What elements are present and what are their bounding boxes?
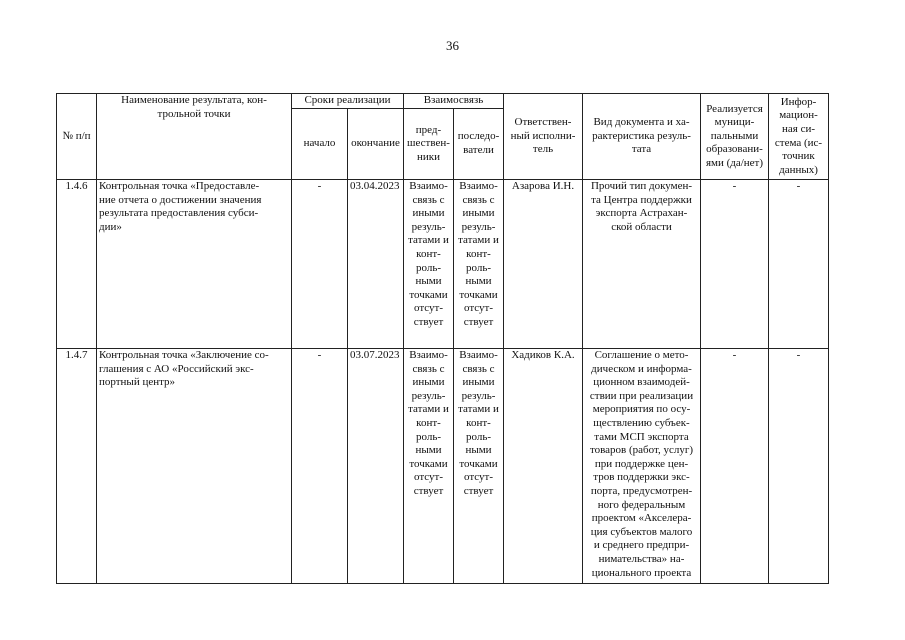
row-followers: Взаимо- связь с иными резуль- татами и конт- роль- ными точками отсут- ствует [454, 349, 504, 584]
header-name: Наименование результата, кон- трольной точки [97, 94, 292, 180]
row-info-system: - [769, 349, 829, 584]
row-name: Контрольная точка «Предоставле- ние отчета о достижении значения результата предоставления субси- дии» [97, 180, 292, 349]
row-municipal: - [701, 180, 769, 349]
row-predecessors: Взаимо- связь с иными резуль- татами и конт- роль- ными точками отсут- ствует [404, 180, 454, 349]
row-num: 1.4.6 [57, 180, 97, 349]
row-responsible: Азарова И.Н. [504, 180, 583, 349]
results-table [56, 93, 829, 584]
table-row [57, 180, 829, 349]
row-end: 03.07.2023 [348, 349, 404, 584]
row-doc-type: Соглашение о мето- дическом и информа- ционном взаимодей- ствии при реализации мероприятия по осу- ществлению субъек- тами МСП экспорта товаров (работ, услуг) при поддержке цен- тров поддержки экс- порта, предусмотрен- ного федеральным проектом «Акселера- ция субъектов малого и среднего предпри- нимательства» на- ционального проекта [583, 349, 701, 584]
table-row [57, 349, 829, 584]
header-start: начало [292, 109, 348, 180]
row-num: 1.4.7 [57, 349, 97, 584]
header-followers: последо- ватели [454, 109, 504, 180]
row-info-system: - [769, 180, 829, 349]
row-start: - [292, 349, 348, 584]
row-end: 03.04.2023 [348, 180, 404, 349]
row-doc-type: Прочий тип докумен- та Центра поддержки экспорта Астрахан- ской области [583, 180, 701, 349]
header-row-1 [57, 94, 829, 109]
header-num: № п/п [57, 94, 97, 180]
page-number: 36 [446, 38, 459, 53]
header-municipal: Реализуется муници- пальными образовани- ями (да/нет) [701, 94, 769, 180]
header-end: окончание [348, 109, 404, 180]
row-responsible: Хадиков К.А. [504, 349, 583, 584]
row-name: Контрольная точка «Заключение со- глашения с АО «Российский экс- портный центр» [97, 349, 292, 584]
row-start: - [292, 180, 348, 349]
header-responsible: Ответствен- ный исполни- тель [504, 94, 583, 180]
row-predecessors: Взаимо- связь с иными резуль- татами и конт- роль- ными точками отсут- ствует [404, 349, 454, 584]
header-predecessors: пред- шествен- ники [404, 109, 454, 180]
header-terms: Сроки реализации [292, 94, 404, 109]
row-municipal: - [701, 349, 769, 584]
header-link: Взаимосвязь [404, 94, 504, 109]
header-doc-type: Вид документа и ха- рактеристика резуль- тата [583, 94, 701, 180]
header-info-system: Инфор- мацион- ная си- стема (ис- точник данных) [769, 94, 829, 180]
row-followers: Взаимо- связь с иными резуль- татами и конт- роль- ными точками отсут- ствует [454, 180, 504, 349]
